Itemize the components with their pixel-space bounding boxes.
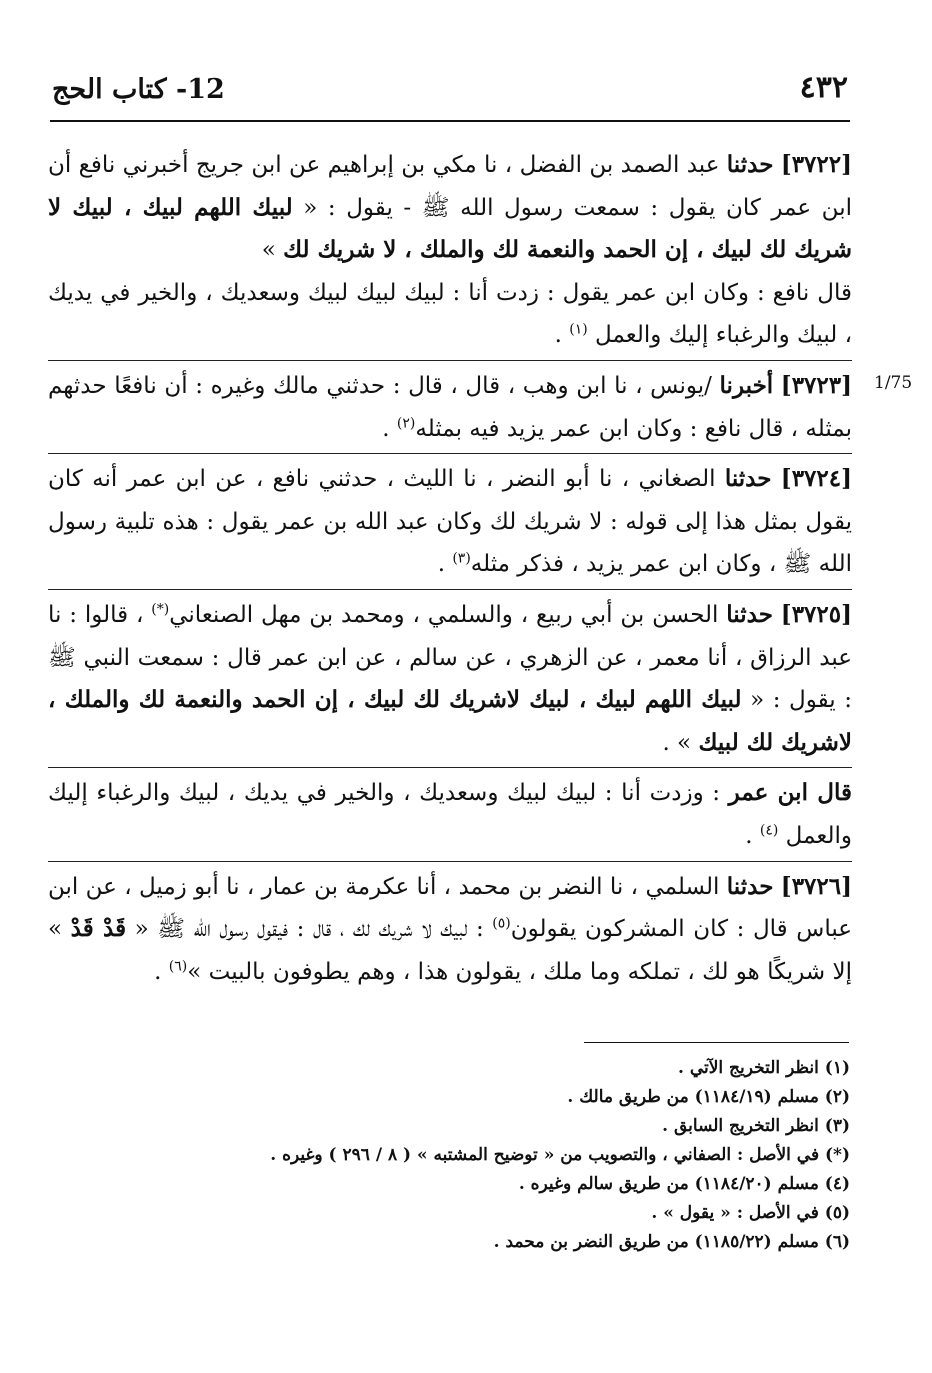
text-run: » . bbox=[662, 729, 699, 756]
footnote: (٢) مسلم (١١٨٤/١٩) من طريق مالك . bbox=[567, 1087, 850, 1107]
hadith-number: [٣٧٢٥] bbox=[780, 600, 852, 628]
text-run: » bbox=[261, 237, 284, 264]
footnote-ref: (٢) bbox=[396, 414, 416, 431]
text-run: : لبيك لا شريك لك ، قال : فيقول رسول الله ﷺ « bbox=[126, 916, 493, 943]
bold-phrase: لبيك اللهم لبيك ، لبيك لاشريك لك لبيك ، إن الحمد والنعمة لك والملك ، لاشريك لك لبيك bbox=[48, 686, 852, 756]
bold-phrase: قَدْ قَدْ bbox=[70, 915, 127, 943]
hadith-opening: حدثنا bbox=[726, 872, 774, 900]
footnote-ref: (*) bbox=[151, 601, 170, 618]
page-number: ٤٣٢ bbox=[799, 70, 848, 105]
header-rule bbox=[50, 120, 850, 122]
manuscript-folio-note: 1/75 bbox=[874, 373, 913, 393]
footnotes bbox=[50, 1054, 850, 1257]
hadith-paragraph: [٣٧٢٤] حدثنا الصغاني ، نا أبو النضر ، نا الليث ، حدثني نافع ، عن ابن عمر أنه كان يقول بمثل هذا إلى قوله : لا شريك لك وكان عبد الله بن عمر يقول : هذه تلبية رسول الله ﷺ ، وكان ابن عمر يزيد ، فذكر مثله$^{(٣)}$ . bbox=[48, 454, 852, 590]
hadith-number: [٣٧٢٣] bbox=[780, 371, 852, 399]
footnote: (*) في الأصل : الصفاني ، والتصويب من « توضيح المشتبه » ( ٨ / ٢٩٦ ) وغيره . bbox=[270, 1145, 850, 1165]
hadith-paragraph bbox=[48, 590, 852, 768]
footnote-separator bbox=[584, 1042, 849, 1043]
hadith-continuation: قال نافع : وكان ابن عمر يقول : زدت أنا : لبيك لبيك لبيك وسعديك ، والخير في يديك ، لبيك والرغباء إليك والعمل bbox=[48, 279, 852, 349]
footnote: (٥) في الأصل : « يقول » . bbox=[651, 1203, 850, 1223]
text-run: الحسن بن أبي ربيع ، والسلمي ، ومحمد بن مهل الصنعاني bbox=[169, 601, 727, 628]
hadith-opening: أخبرنا bbox=[719, 371, 774, 399]
hadith-opening: حدثنا bbox=[726, 600, 773, 628]
text-run: : وزدت أنا : لبيك لبيك وسعديك ، والخير في يديك ، لبيك والرغباء إليك والعمل bbox=[48, 780, 852, 849]
hadith-paragraph: [٣٧٢٣] أخبرنا /يونس ، نا ابن وهب ، قال ، قال : حدثني مالك وغيره : أن نافعًا حدثهم بمثله ، قال نافع : وكان ابن عمر يزيد فيه بمثله$^{(٢)}$ . bbox=[48, 361, 852, 454]
text-run: /يونس ، نا ابن وهب ، قال ، قال : حدثني مالك وغيره : أن نافعًا حدثهم بمثله ، قال نافع : وكان ابن عمر يزيد فيه بمثله bbox=[48, 372, 852, 442]
footnote-ref: (٣) bbox=[452, 550, 471, 567]
main-text bbox=[48, 140, 852, 993]
footnote-ref: (٦) bbox=[168, 958, 188, 975]
footnote-ref: (١) bbox=[569, 321, 588, 338]
footnote-ref: (٤) bbox=[759, 822, 779, 839]
hadith-opening: حدثنا bbox=[726, 151, 774, 178]
text-run: ، قالوا : نا عبد الرزاق ، أنا معمر ، عن الزهري ، عن سالم ، عن ابن عمر قال : سمعت النبي ﷺ : يقول : « bbox=[48, 601, 852, 714]
bold-phrase: لبيك اللهم لبيك ، لبيك لا شريك لك لبيك ، إن الحمد والنعمة لك والملك ، لا شريك لك bbox=[48, 193, 852, 264]
footnote: (٣) انظر التخريج السابق . bbox=[662, 1116, 850, 1136]
text-run: » إلا شريكًا هو لك ، تملكه وما ملك ، يقولون هذا ، وهم يطوفون بالبيت » bbox=[48, 916, 852, 985]
chapter-title: 12- كتاب الحج bbox=[52, 74, 225, 105]
hadith-opening: حدثنا bbox=[724, 465, 772, 493]
hadith-paragraph: [٣٧٢٦] حدثنا السلمي ، نا النضر بن محمد ، أنا عكرمة بن عمار ، نا أبو زميل ، عن ابن عباس قال : كان المشركون يقولون$^{(٥)}$ : لبيك لا شريك لك ، قال : فيقول رسول الله ﷺ « قَدْ قَدْ » إلا شريكًا هو لك ، تملكه وما ملك ، يقولون هذا ، وهم يطوفون بالبيت »$^{(٦)}$ . bbox=[48, 872, 852, 985]
hadith-number: [٣٧٢٦] bbox=[780, 872, 852, 900]
hadith-paragraph: [٣٧٢٢] حدثنا عبد الصمد بن الفضل ، نا مكي بن إبراهيم عن ابن جريج أخبرني نافع أن ابن عمر كان يقول : سمعت رسول الله ﷺ - يقول : « لبيك اللهم لبيك ، لبيك لا شريك لك لبيك ، إن الحمد والنعمة لك والملك ، لا شريك لك » قال نافع : وكان ابن عمر يقول : زدت أنا : لبيك لبيك لبيك وسعديك ، والخير في يديك ، لبيك والرغباء إليك والعمل $^{(١)}$ . bbox=[48, 140, 852, 361]
footnote: (٤) مسلم (١١٨٤/٢٠) من طريق سالم وغيره . bbox=[518, 1174, 850, 1194]
hadith-lead: قال ابن عمر bbox=[728, 779, 852, 807]
hadith-number: [٣٧٢٤] bbox=[780, 465, 852, 493]
footnote: (١) انظر التخريج الآتي . bbox=[677, 1058, 850, 1078]
text-run: عبد الصمد بن الفضل ، نا مكي بن إبراهيم عن ابن جريج أخبرني نافع أن ابن عمر كان يقول : سمعت رسول الله ﷺ - يقول : « bbox=[48, 152, 852, 221]
hadith-number: [٣٧٢٢] bbox=[780, 151, 853, 178]
text-run: الصغاني ، نا أبو النضر ، نا الليث ، حدثني نافع ، عن ابن عمر أنه كان يقول بمثل هذا إلى قوله : لا شريك لك وكان عبد الله بن عمر يقول : هذه تلبية رسول الله ﷺ ، وكان ابن عمر يزيد ، فذكر مثله bbox=[48, 466, 852, 578]
hadith-paragraph: قال ابن عمر : وزدت أنا : لبيك لبيك وسعديك ، والخير في يديك ، لبيك والرغباء إليك والعمل $^{(٤)}$ . bbox=[48, 768, 852, 861]
footnote-ref: (٥) bbox=[492, 915, 511, 932]
text-run: السلمي ، نا النضر بن محمد ، أنا عكرمة بن عمار ، نا أبو زميل ، عن ابن عباس قال : كان المشركون يقولون bbox=[48, 873, 852, 943]
footnote: (٦) مسلم (١١٨٥/٢٢) من طريق النضر بن محمد . bbox=[493, 1232, 850, 1252]
